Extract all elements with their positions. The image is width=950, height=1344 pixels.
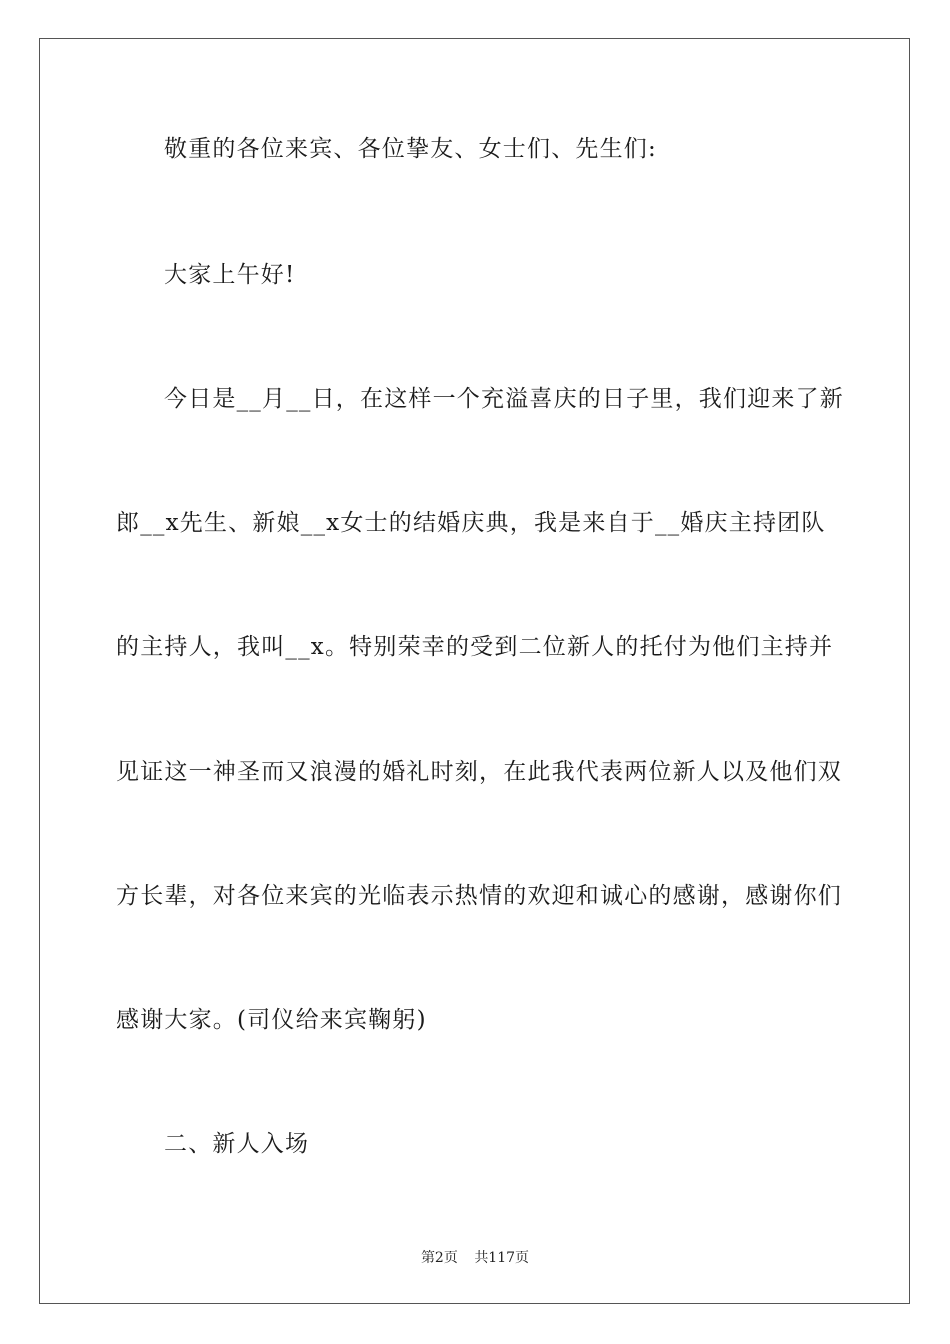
salutation-line: 敬重的各位来宾、各位挚友、女士们、先生们:: [164, 136, 657, 162]
greeting-line: 大家上午好!: [164, 262, 296, 288]
paragraph-line: 今日是__月__日，在这样一个充溢喜庆的日子里，我们迎来了新: [164, 386, 844, 412]
paragraph-line: 感谢大家。(司仪给来宾鞠躬): [116, 1007, 427, 1033]
total-pages: 共117页: [474, 1250, 530, 1266]
page-border: [39, 38, 910, 1304]
paragraph-line: 的主持人，我叫__x。特别荣幸的受到二位新人的托付为他们主持并: [116, 634, 834, 660]
paragraph-line: 方长辈，对各位来宾的光临表示热情的欢迎和诚心的感谢，感谢你们: [116, 883, 842, 909]
paragraph-line: 郎__x先生、新娘__x女士的结婚庆典，我是来自于__婚庆主持团队: [116, 510, 826, 536]
page-footer: [0, 1248, 950, 1268]
paragraph-line: 见证这一神圣而又浪漫的婚礼时刻，在此我代表两位新人以及他们双: [116, 759, 842, 785]
page-number: 第2页: [420, 1250, 458, 1266]
section-heading: 二、新人入场: [164, 1131, 310, 1157]
